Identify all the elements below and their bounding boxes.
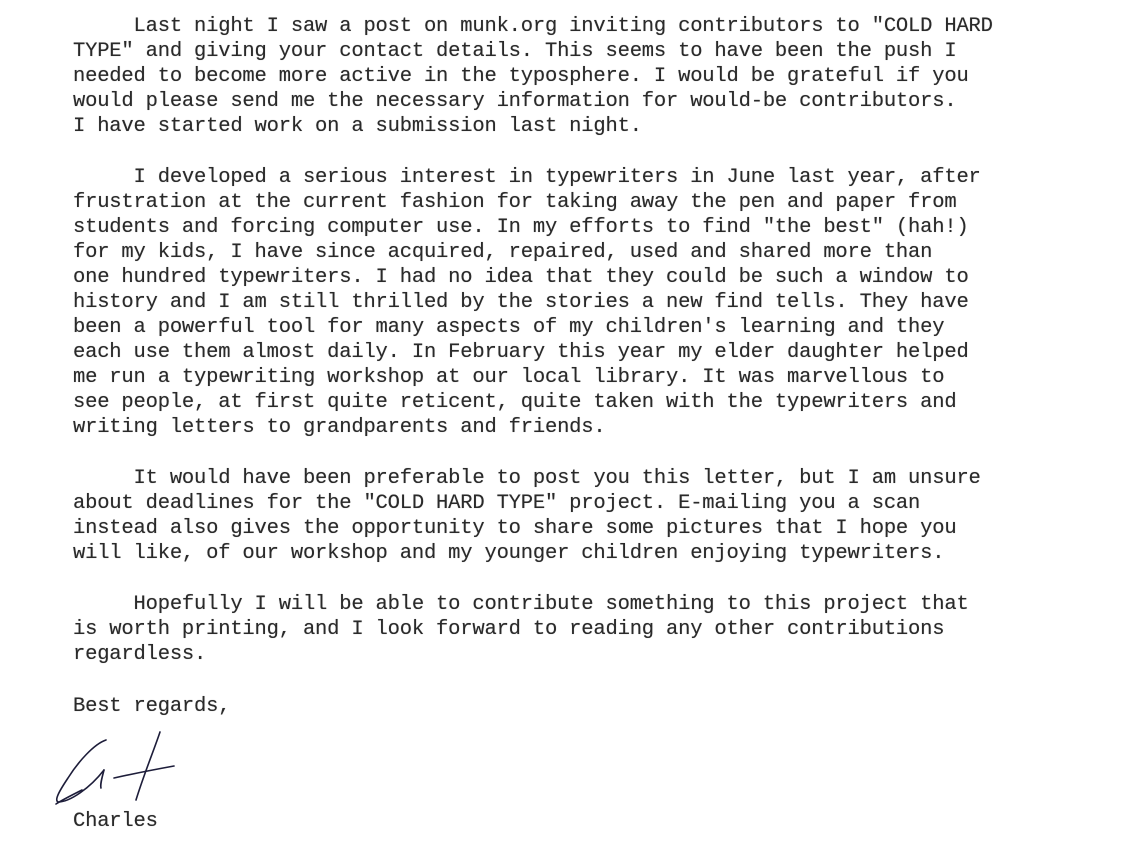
paragraph-1-line-1: Last night I saw a post on munk.org inviting contributors to "COLD HARD bbox=[73, 15, 993, 38]
paragraph-2-line-3: students and forcing computer use. In my efforts to find "the best" (hah!) bbox=[73, 216, 969, 239]
paragraph-3-line-3: instead also gives the opportunity to share some pictures that I hope you bbox=[73, 517, 957, 540]
paragraph-4-line-2: is worth printing, and I look forward to reading any other contributions bbox=[73, 618, 945, 641]
closing-line: Best regards, bbox=[73, 695, 231, 718]
paragraph-3-line-2: about deadlines for the "COLD HARD TYPE" project. E-mailing you a scan bbox=[73, 492, 921, 515]
paragraph-4-line-3: regardless. bbox=[73, 643, 207, 666]
paragraph-1-line-4: would please send me the necessary information for would-be contributors. bbox=[73, 90, 957, 113]
paragraph-3-line-1: It would have been preferable to post you this letter, but I am unsure bbox=[73, 467, 981, 490]
paragraph-1-line-2: TYPE" and giving your contact details. This seems to have been the push I bbox=[73, 40, 957, 63]
signature-name: Charles bbox=[73, 810, 158, 833]
handwritten-signature bbox=[48, 728, 178, 810]
paragraph-2-line-9: me run a typewriting workshop at our local library. It was marvellous to bbox=[73, 366, 945, 389]
paragraph-2-line-5: one hundred typewriters. I had no idea that they could be such a window to bbox=[73, 266, 969, 289]
paragraph-2-line-8: each use them almost daily. In February this year my elder daughter helped bbox=[73, 341, 969, 364]
paragraph-2-line-1: I developed a serious interest in typewriters in June last year, after bbox=[73, 166, 981, 189]
paragraph-4-line-1: Hopefully I will be able to contribute something to this project that bbox=[73, 593, 969, 616]
paragraph-2-line-4: for my kids, I have since acquired, repaired, used and shared more than bbox=[73, 241, 933, 264]
paragraph-2-line-2: frustration at the current fashion for taking away the pen and paper from bbox=[73, 191, 957, 214]
paragraph-2-line-11: writing letters to grandparents and friends. bbox=[73, 416, 606, 439]
paragraph-1-line-3: needed to become more active in the typosphere. I would be grateful if you bbox=[73, 65, 969, 88]
paragraph-1-line-5: I have started work on a submission last night. bbox=[73, 115, 642, 138]
paragraph-3-line-4: will like, of our workshop and my younger children enjoying typewriters. bbox=[73, 542, 945, 565]
paragraph-2-line-7: been a powerful tool for many aspects of my children's learning and they bbox=[73, 316, 945, 339]
paragraph-2-line-6: history and I am still thrilled by the stories a new find tells. They have bbox=[73, 291, 969, 314]
paragraph-2-line-10: see people, at first quite reticent, quite taken with the typewriters and bbox=[73, 391, 957, 414]
